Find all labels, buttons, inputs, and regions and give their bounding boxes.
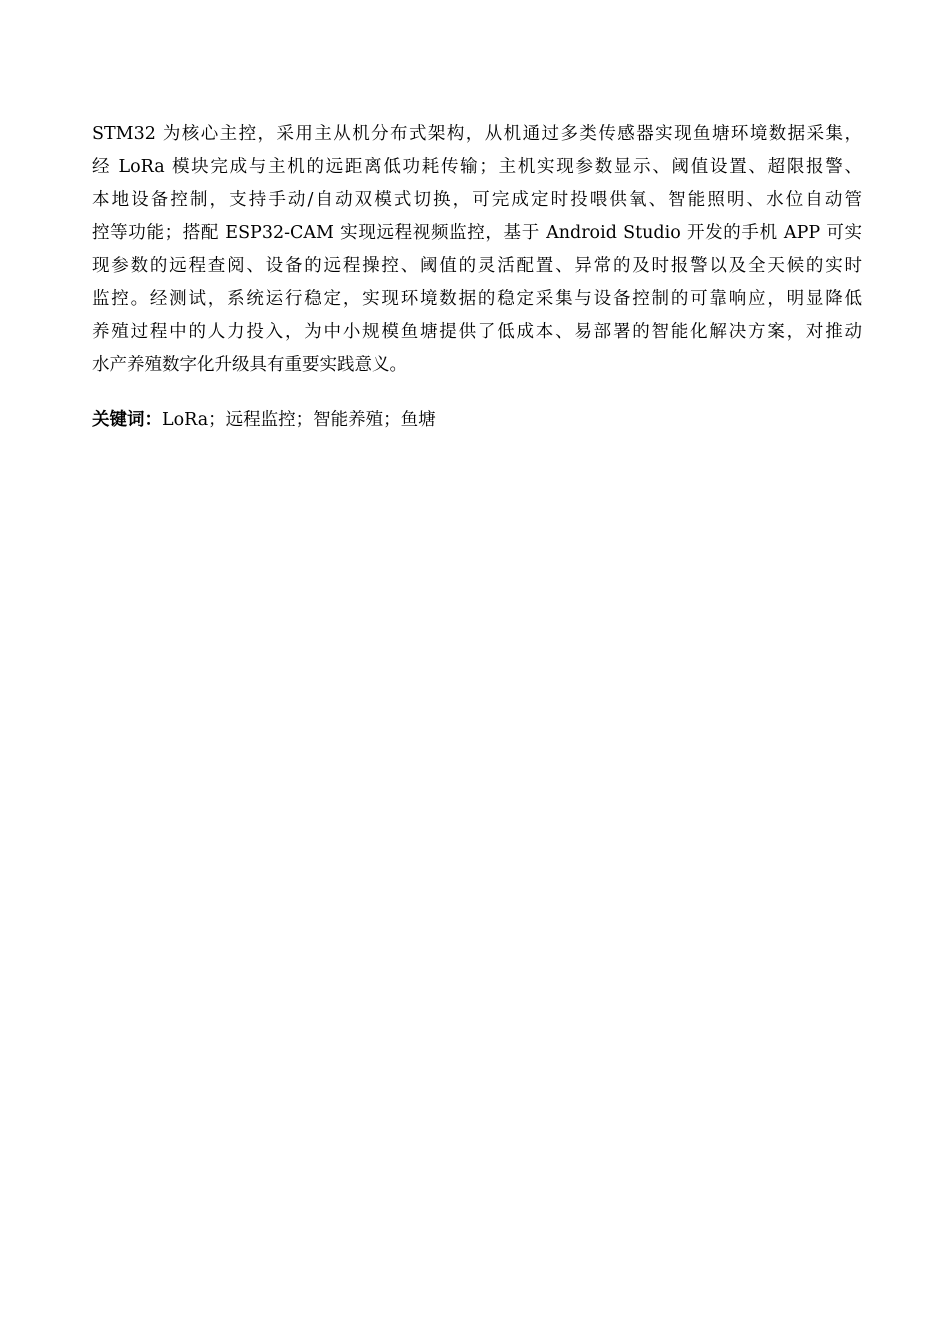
abstract-line: 监控。经测试，系统运行稳定，实现环境数据的稳定采集与设备控制的可靠响应，明显降低: [92, 289, 862, 309]
keywords-value: LoRa；远程监控；智能养殖；鱼塘: [162, 410, 436, 430]
abstract-line: 本地设备控制，支持手动/自动双模式切换，可完成定时投喂供氧、智能照明、水位自动管: [92, 190, 862, 210]
abstract-line: 经 LoRa 模块完成与主机的远距离低功耗传输；主机实现参数显示、阈值设置、超限报警、: [92, 157, 862, 177]
keywords-line: [92, 404, 436, 437]
abstract-line: 现参数的远程查阅、设备的远程操控、阈值的灵活配置、异常的及时报警以及全天候的实时: [92, 256, 862, 276]
abstract-line: 水产养殖数字化升级具有重要实践意义。: [92, 355, 407, 375]
abstract-line: 养殖过程中的人力投入，为中小规模鱼塘提供了低成本、易部署的智能化解决方案，对推动: [92, 322, 862, 342]
keywords-label: 关键词：: [92, 410, 162, 430]
abstract-paragraph: [92, 118, 862, 382]
abstract-line: STM32 为核心主控，采用主从机分布式架构，从机通过多类传感器实现鱼塘环境数据采集，: [92, 124, 862, 144]
abstract-line: 控等功能；搭配 ESP32-CAM 实现远程视频监控，基于 Android Studio 开发的手机 APP 可实: [92, 223, 862, 243]
